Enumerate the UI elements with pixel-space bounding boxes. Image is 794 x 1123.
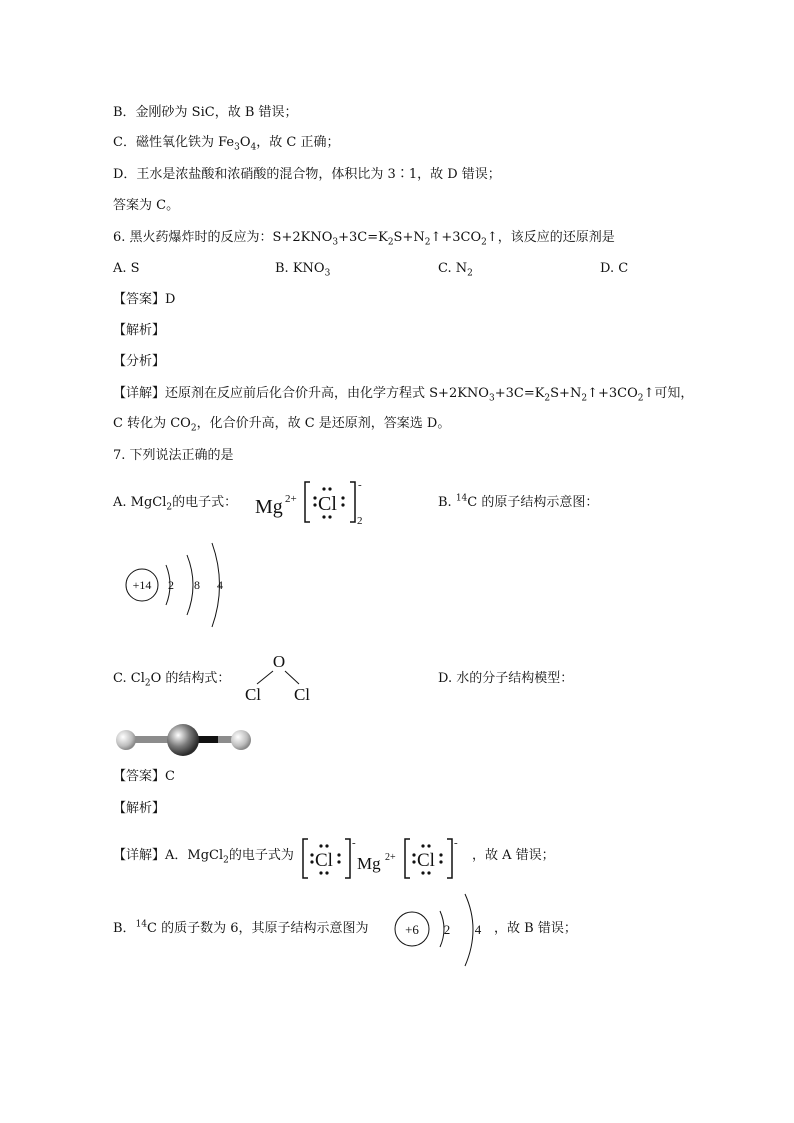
- cl-left-charge: -: [352, 837, 356, 849]
- question-7-stem: 7. 下列说法正确的是: [113, 448, 234, 463]
- q7-option-b-label: B. $^{14}$C 的原子结构示意图：: [438, 493, 599, 510]
- cl-left-symbol: Cl: [315, 850, 333, 871]
- mgcl2-electron-formula: [252, 478, 372, 528]
- q7-option-c-label: C. $Cl_2O$ 的结构式：: [113, 671, 231, 689]
- q6-detail-line1: 【详解】还原剂在反应前后化合价升高，由化学方程式 $S+2KNO_3+3C=K_2S+N_2↑+3CO_2↑$可知，: [113, 386, 694, 404]
- mg-charge: 2+: [285, 493, 297, 505]
- q6-option-d: D. C: [600, 261, 629, 276]
- mgcl2-correct-electron-formula: [301, 834, 466, 884]
- mg-center-symbol: Mg: [357, 854, 381, 873]
- bond-left: [257, 671, 273, 684]
- explanation-line-c: C．磁性氧化铁为 $Fe_3O_4$，故 C 正确；: [113, 135, 340, 153]
- mg-symbol: Mg: [255, 496, 283, 518]
- q7-detail-b-tail: ，故 B 错误；: [494, 921, 577, 936]
- nucleus-charge: +14: [132, 578, 152, 592]
- si-atomic-structure-diagram: [120, 538, 235, 633]
- q6-answer: 【答案】D: [113, 292, 176, 307]
- bracket-right: [350, 482, 355, 522]
- q7-detail-a-tail: ，故 A 错误；: [472, 848, 555, 863]
- bond-right: [285, 671, 299, 684]
- shell-electrons-2: 8: [194, 578, 200, 592]
- carbon-shell-electrons-2: 4: [474, 922, 482, 937]
- cl2o-structural-formula: [238, 650, 318, 706]
- small-atom-left: [116, 730, 136, 750]
- explanation-answer: 答案为 C。: [113, 198, 180, 213]
- chlorine-atom-right: Cl: [293, 685, 311, 704]
- chlorine-atom-left: Cl: [244, 685, 262, 704]
- mg-center-charge: 2+: [385, 852, 396, 863]
- q7-detail-a-label: 【详解】A．MgCl$_2$的电子式为: [113, 848, 294, 866]
- cl-right-charge: -: [454, 837, 458, 849]
- linear-molecule-model: [110, 720, 260, 760]
- q7-option-d-label: D. 水的分子结构模型：: [438, 671, 574, 686]
- q7-option-a-label: A. MgCl$_2$的电子式：: [113, 495, 238, 513]
- carbon-atomic-structure-diagram: [390, 890, 485, 970]
- q6-option-a: A. S: [113, 261, 140, 276]
- bracket-left: [305, 482, 310, 522]
- bond-right-dark: [202, 736, 218, 743]
- cl-charge: -: [358, 479, 362, 491]
- oxygen-atom: O: [272, 652, 286, 671]
- shell-electrons-1: 2: [168, 578, 174, 592]
- cl-symbol: Cl: [318, 493, 337, 515]
- cl-count: 2: [357, 515, 363, 527]
- explanation-line-b: B．金刚砂为 SiC，故 B 错误；: [113, 105, 298, 120]
- carbon-shell-electrons-1: 2: [443, 922, 451, 937]
- q7-detail-b-label: B．$^{14}$C 的质子数为 6，其原子结构示意图为: [113, 919, 369, 936]
- q6-option-c: C. $N_2$: [438, 261, 473, 279]
- q6-detail-line2: C 转化为 $CO_2$，化合价升高，故 C 是还原剂，答案选 D。: [113, 416, 451, 434]
- cl-right-symbol: Cl: [417, 850, 435, 871]
- q6-analysis-tag: 【解析】: [113, 323, 166, 338]
- q7-answer: 【答案】C: [113, 769, 175, 784]
- large-atom-center: [167, 724, 199, 756]
- q7-analysis-tag: 【解析】: [113, 801, 166, 816]
- shell-arc-2: [187, 555, 193, 615]
- explanation-line-d: D．王水是浓盐酸和浓硝酸的混合物，体积比为 3∶1，故 D 错误；: [113, 167, 501, 182]
- small-atom-right: [231, 730, 251, 750]
- carbon-nucleus-charge: +6: [405, 922, 419, 937]
- shell-electrons-3: 4: [217, 578, 223, 592]
- q6-fenxi-tag: 【分析】: [113, 354, 166, 369]
- carbon-shell-arc-2: [465, 894, 473, 966]
- q6-option-b: B. $KNO_3$: [275, 261, 331, 279]
- question-6-stem: 6. 黑火药爆炸时的反应为：$S+2KNO_3+3C=K_2S+N_2↑+3CO_2↑$，该反应的还原剂是: [113, 230, 615, 248]
